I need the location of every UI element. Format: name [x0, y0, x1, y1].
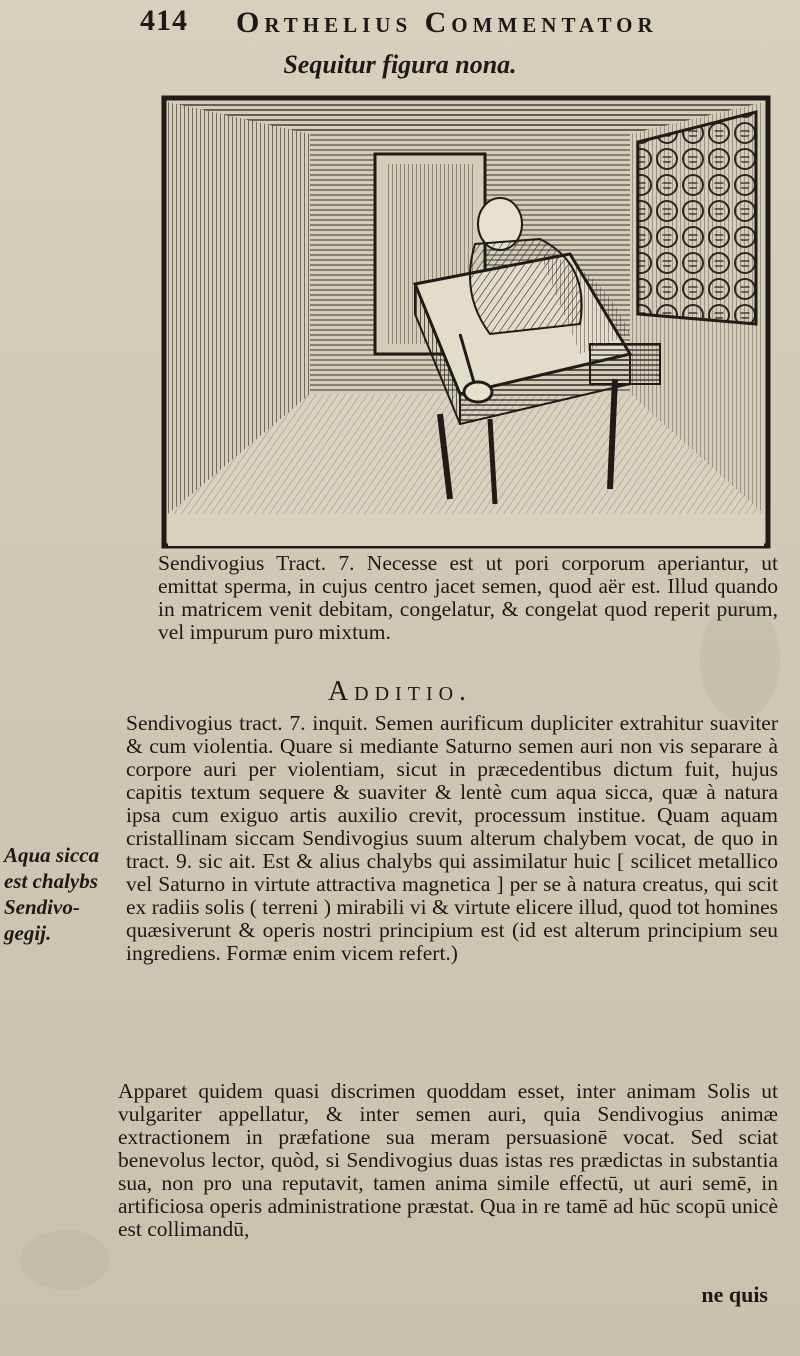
catchword: ne quis	[701, 1282, 768, 1307]
marginal-note-line: est chalybs	[4, 869, 98, 893]
running-head: Orthelius Commentator	[236, 6, 658, 39]
figure-caption: Sequitur figura nona.	[283, 50, 517, 79]
woodcut-image	[160, 94, 772, 552]
marginal-note-line: gegij.	[4, 921, 52, 945]
page-header	[140, 4, 760, 44]
paragraph-apparet: Apparet quidem quasi discrimen quoddam esset, inter animam Solis ut vulgariter appellatur, & inter semen auri, quia Sendivogius animæ extractionem in præfatione sua meram persuasionē vocat. Sed sciat benevolus lector, quòd, si Sendivogius duas istas res prædictas in substantia sua, non pro una reputavit, tamen anima simile effectū, ut auri semē, in artificiosa operis administratione præstat. Qua in re tamē ad hūc scopū unicè est collimandū,	[118, 1079, 778, 1241]
paragraph-additio-main: Sendivogius tract. 7. inquit. Semen aurificum dupliciter extrahitur suaviter & cum violentia. Quare si mediante Saturno semen auri non vis separare à corpore auri per violentiam, sicut in præcedentibus dictum fuit, hujus capitis textum sequere & suaviter & lentè cum aqua sicca, quæ à natura ipsa cum exiguo artis auxilio crevit, processum institue. Quam aquam cristallinam siccam Sendivogius suum alterum chalybem vocat, de quo in tract. 9. sic ait. Est & alius chalybs qui assimilatur huic [ scilicet metallico vel Saturno in virtute attractiva magnetica ] per se à natura creatus, qui scit ex radiis solis ( terreni ) mirabili vi & virtute elicere illud, quod tot homines quæsiverunt & operis nostri principium est (id est alterum principium seu ingrediens. Formæ enim vicem refert.)	[126, 711, 778, 965]
marginal-note-line: Aqua sicca	[4, 843, 100, 867]
section-heading-additio: Additio.	[327, 676, 473, 707]
paper-stain	[20, 1230, 110, 1290]
paragraph-sendivogius-quote: Sendivogius Tract. 7. Necesse est ut pori corporum aperiantur, ut emittat sperma, in cujus centro jacet semen, quod aër est. Illud quando in matricem venit debitam, congelatur, & congelat quod reperit purum, vel impurum puro mixtum.	[158, 551, 778, 644]
marginal-note-line: Sendivo-	[4, 895, 80, 919]
woodcut-illustration	[160, 94, 772, 552]
marginal-note	[4, 842, 122, 946]
page-number: 414	[140, 4, 188, 37]
